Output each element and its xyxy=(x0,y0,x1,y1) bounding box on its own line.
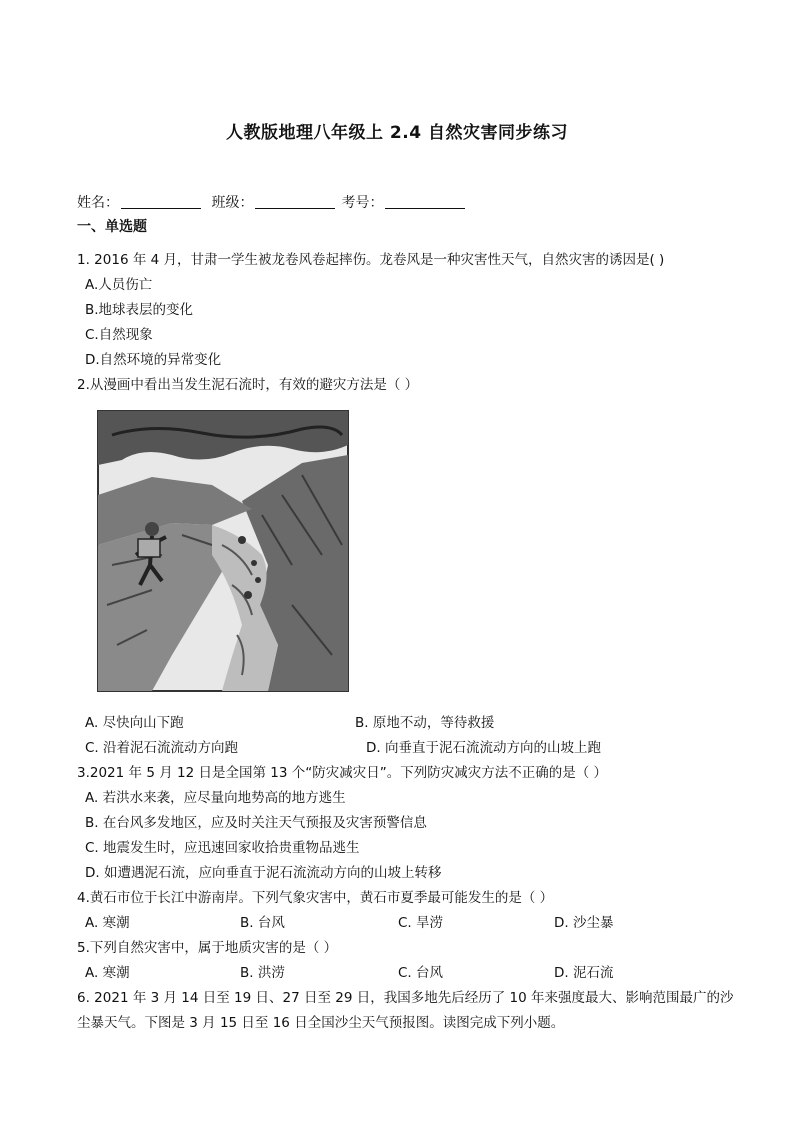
section-heading: 一、单选题 xyxy=(77,219,147,235)
q4-option-c: C. 旱涝 xyxy=(398,915,444,931)
name-blank[interactable] xyxy=(121,194,201,209)
q1-option-d: D.自然环境的异常变化 xyxy=(85,352,222,368)
q2-option-a: A. 尽快向山下跑 xyxy=(85,715,184,731)
q5-option-a: A. 寒潮 xyxy=(85,965,130,981)
q3-option-b: B. 在台风多发地区，应及时关注天气预报及灾害预警信息 xyxy=(85,815,427,831)
q2-option-d: D. 向垂直于泥石流流动方向的山坡上跑 xyxy=(366,740,601,756)
page-title: 人教版地理八年级上 2.4 自然灾害同步练习 xyxy=(226,123,568,143)
q3-option-d: D. 如遭遇泥石流，应向垂直于泥石流流动方向的山坡上转移 xyxy=(85,865,442,881)
q1-option-a: A.人员伤亡 xyxy=(85,277,153,293)
exam-no-label: 考号： xyxy=(341,195,384,211)
question-6-stem-line-2: 尘暴天气。下图是 3 月 15 日至 16 日全国沙尘天气预报图。读图完成下列小题。 xyxy=(77,1015,565,1031)
q5-option-c: C. 台风 xyxy=(398,965,444,981)
mudslide-cartoon-image xyxy=(92,405,352,693)
q1-option-c: C.自然现象 xyxy=(85,327,153,343)
question-1-stem: 1. 2016 年 4 月，甘肃一学生被龙卷风卷起摔伤。龙卷风是一种灾害性天气，自然灾害的诱因是( ) xyxy=(77,252,665,268)
q4-option-d: D. 沙尘暴 xyxy=(554,915,614,931)
class-blank[interactable] xyxy=(255,194,335,209)
q2-option-b: B. 原地不动，等待救援 xyxy=(355,715,495,731)
q4-option-a: A. 寒潮 xyxy=(85,915,130,931)
name-label: 姓名： xyxy=(77,195,119,211)
student-info-line xyxy=(77,192,471,212)
question-6-stem-line-1: 6. 2021 年 3 月 14 日至 19 日、27 日至 29 日，我国多地先后经历了 10 年来强度最大、影响范围最广的沙 xyxy=(77,990,734,1006)
question-4-stem: 4.黄石市位于长江中游南岸。下列气象灾害中，黄石市夏季最可能发生的是（ ） xyxy=(77,890,554,906)
exam-no-blank[interactable] xyxy=(385,194,465,209)
question-5-stem: 5.下列自然灾害中，属于地质灾害的是（ ） xyxy=(77,940,338,956)
class-label: 班级： xyxy=(211,195,254,211)
q2-option-c: C. 沿着泥石流流动方向跑 xyxy=(85,740,239,756)
q5-option-b: B. 洪涝 xyxy=(240,965,285,981)
q4-option-b: B. 台风 xyxy=(240,915,285,931)
q3-option-c: C. 地震发生时，应迅速回家收拾贵重物品逃生 xyxy=(85,840,360,856)
q3-option-a: A. 若洪水来袭，应尽量向地势高的地方逃生 xyxy=(85,790,346,806)
q1-option-b: B.地球表层的变化 xyxy=(85,302,194,318)
q5-option-d: D. 泥石流 xyxy=(554,965,614,981)
question-3-stem: 3.2021 年 5 月 12 日是全国第 13 个“防灾减灾日”。下列防灾减灾方法不正确的是（ ） xyxy=(77,765,607,781)
question-2-stem: 2.从漫画中看出当发生泥石流时，有效的避灾方法是（ ） xyxy=(77,377,419,393)
